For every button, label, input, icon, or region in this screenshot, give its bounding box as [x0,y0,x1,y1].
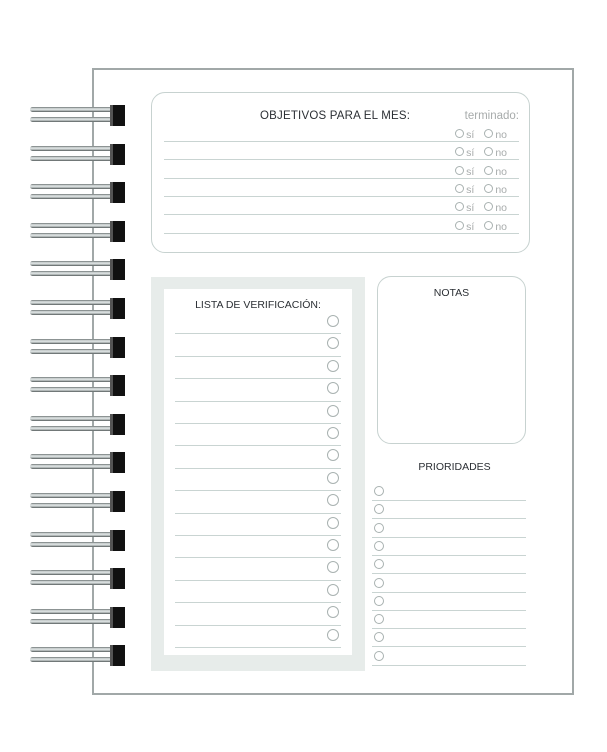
radio-circle-icon[interactable] [484,221,493,230]
checklist-item[interactable] [175,445,341,468]
no-option[interactable]: no [484,147,507,159]
monthly-goals-card [151,92,530,253]
priority-item[interactable] [372,482,526,501]
yes-option[interactable]: sí [455,166,474,178]
yes-option[interactable]: sí [455,202,474,214]
checkbox-circle-icon[interactable] [327,517,339,529]
priority-item[interactable] [372,647,526,666]
checklist-item[interactable] [175,356,341,379]
checkbox-circle-icon[interactable] [327,584,339,596]
radio-circle-icon[interactable] [484,202,493,211]
spiral-ring [30,105,126,127]
checklist-inner [164,289,352,655]
spiral-ring [30,607,126,629]
checkbox-circle-icon[interactable] [374,596,384,606]
goals-title: OBJETIVOS PARA EL MES: [260,110,411,122]
goal-line[interactable] [164,196,519,215]
checkbox-circle-icon[interactable] [327,539,339,551]
checklist-item[interactable] [175,468,341,491]
checklist-panel [151,277,365,671]
checkbox-circle-icon[interactable] [327,405,339,417]
checkbox-circle-icon[interactable] [327,494,339,506]
completed-label: terminado: [464,110,519,122]
spiral-ring [30,259,126,281]
notes-title: NOTAS [433,287,470,299]
spiral-ring [30,414,126,436]
no-option[interactable]: no [484,221,507,233]
radio-circle-icon[interactable] [484,129,493,138]
spiral-ring [30,530,126,552]
priority-item[interactable] [372,555,526,574]
yes-option[interactable]: sí [455,147,474,159]
checkbox-circle-icon[interactable] [374,523,384,533]
yes-option[interactable]: sí [455,221,474,233]
no-option[interactable]: no [484,184,507,196]
priorities-title: PRIORIDADES [418,461,491,473]
checklist-item[interactable] [175,311,341,334]
checkbox-circle-icon[interactable] [374,504,384,514]
no-option[interactable]: no [484,202,507,214]
spiral-ring [30,491,126,513]
checkbox-circle-icon[interactable] [327,382,339,394]
yes-option[interactable]: sí [455,184,474,196]
priority-item[interactable] [372,537,526,556]
radio-circle-icon[interactable] [455,147,464,156]
priority-item[interactable] [372,592,526,611]
checkbox-circle-icon[interactable] [374,541,384,551]
spiral-ring [30,337,126,359]
radio-circle-icon[interactable] [484,166,493,175]
checklist-item[interactable] [175,423,341,446]
spiral-ring [30,221,126,243]
checkbox-circle-icon[interactable] [327,629,339,641]
spiral-ring [30,452,126,474]
radio-circle-icon[interactable] [484,147,493,156]
goal-line[interactable] [164,215,519,234]
checkbox-circle-icon[interactable] [327,449,339,461]
radio-circle-icon[interactable] [455,202,464,211]
goal-line[interactable] [164,160,519,179]
checklist-item[interactable] [175,557,341,580]
checkbox-circle-icon[interactable] [327,561,339,573]
checklist-item[interactable] [175,378,341,401]
priority-item[interactable] [372,500,526,519]
goal-line[interactable] [164,141,519,160]
checkbox-circle-icon[interactable] [327,315,339,327]
spiral-ring [30,375,126,397]
checklist-item[interactable] [175,401,341,424]
checkbox-circle-icon[interactable] [327,472,339,484]
checkbox-circle-icon[interactable] [327,360,339,372]
checklist-item[interactable] [175,490,341,513]
checkbox-circle-icon[interactable] [327,337,339,349]
spiral-ring [30,182,126,204]
no-option[interactable]: no [484,129,507,141]
checklist-item[interactable] [175,535,341,558]
priority-item[interactable] [372,628,526,647]
checkbox-circle-icon[interactable] [374,486,384,496]
checkbox-circle-icon[interactable] [327,606,339,618]
checklist-title: LISTA DE VERIFICACIÓN: [195,299,321,311]
yes-option[interactable]: sí [455,129,474,141]
spiral-ring [30,298,126,320]
checkbox-circle-icon[interactable] [374,578,384,588]
checklist-item[interactable] [175,513,341,536]
spiral-ring [30,645,126,667]
radio-circle-icon[interactable] [455,221,464,230]
checkbox-circle-icon[interactable] [374,651,384,661]
radio-circle-icon[interactable] [455,184,464,193]
checklist-item[interactable] [175,580,341,603]
priority-item[interactable] [372,610,526,629]
checklist-item[interactable] [175,602,341,625]
spiral-ring [30,568,126,590]
goal-line[interactable] [164,123,519,142]
radio-circle-icon[interactable] [455,129,464,138]
radio-circle-icon[interactable] [455,166,464,175]
radio-circle-icon[interactable] [484,184,493,193]
spiral-ring [30,144,126,166]
notes-box[interactable] [377,276,526,444]
checkbox-circle-icon[interactable] [374,559,384,569]
priority-item[interactable] [372,519,526,538]
checklist-item[interactable] [175,333,341,356]
checkbox-circle-icon[interactable] [374,632,384,642]
checklist-item[interactable] [175,625,341,648]
checkbox-circle-icon[interactable] [327,427,339,439]
goal-line[interactable] [164,178,519,197]
no-option[interactable]: no [484,166,507,178]
priority-item[interactable] [372,574,526,593]
checkbox-circle-icon[interactable] [374,614,384,624]
